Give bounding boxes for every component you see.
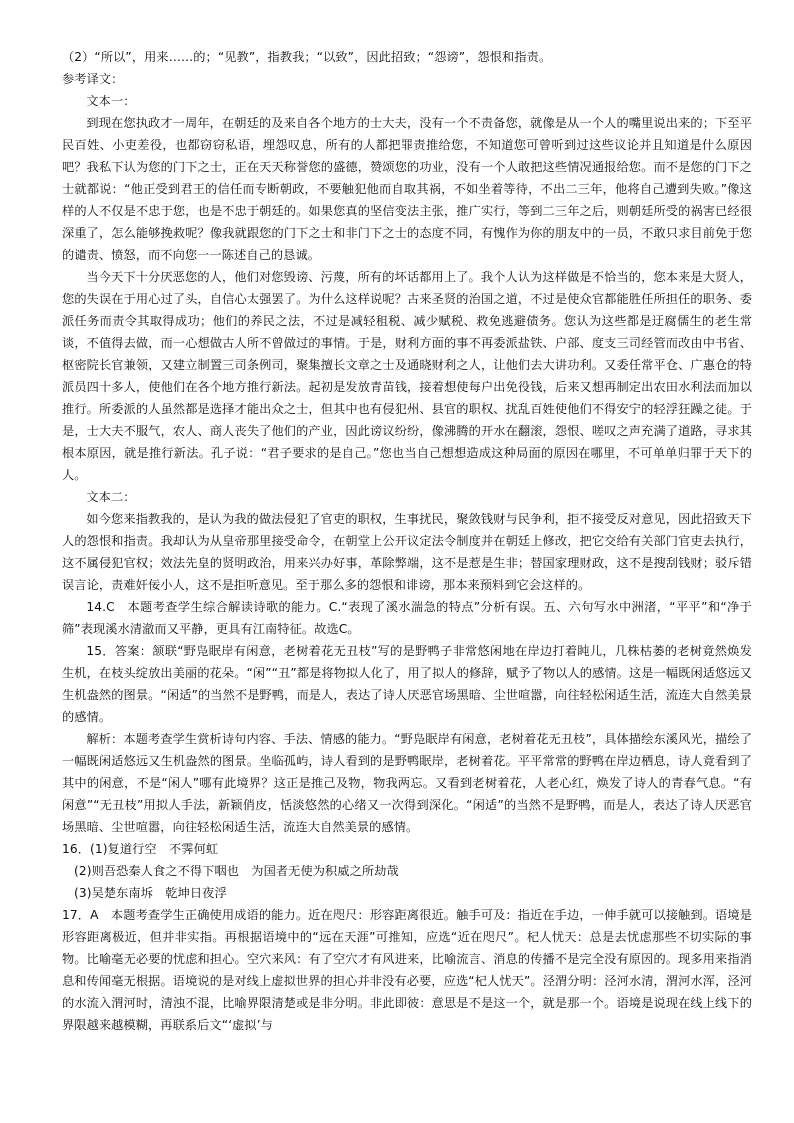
question-15-answer: 15．答案：颔联“野凫眠岸有闲意，老树着花无丑枝”写的是野鸭子非常悠闲地在岸边打着盹儿，几株枯萎的老树竟然焕发生机，在枝头绽放出美丽的花朵。“闲”“丑”都是将物拟人化了，用了拟人的修辞，赋予了物以人的感情。这是一幅既闲适悠远又生机盎然的图景。“闲适”的当然不是野鸭，而是人，表达了诗人厌恶官场黑暗、尘世喧嚣，向往轻松闲适生活，流连大自然美景的感情。 (62, 644, 752, 724)
text-2-paragraph-1: 如今您来指教我的，是认为我的做法侵犯了官吏的职权，生事扰民，聚敛钱财与民争利，拒不接受反对意见，因此招致天下人的怨恨和指责。我却认为从皇帝那里接受命令，在朝堂上公开议定法令制度并在朝廷上修改，把它交给有关部门官吏去执行，这不属侵犯官权；效法先皇的贤明政治，用来兴办好事，革除弊端，这不是惹是生非；替国家理财政，这不是搜刮钱财；驳斥错误言论，责难奸佞小人，这不是拒听意见。至于那么多的怨恨和诽谤，那本来预料到它会这样的。 (62, 512, 752, 592)
question-16-1: 16．(1)复道行空 不霁何虹 (62, 842, 219, 856)
document-page (62, 46, 752, 1036)
question-15-analysis: 解析：本题考查学生赏析诗句内容、手法、情感的能力。“野凫眠岸有闲意，老树着花无丑枝”，具体描绘东溪风光，描绘了一幅既闲适悠远又生机盎然的图景。坐临孤屿，诗人看到的是野鸭眠岸，老树着花。平平常常的野鸭在岸边栖息，诗人竟看到了其中的闲意，不是“闲人”哪有此境界？这正是推己及物，物我两忘。又看到老树着花，人老心红，焕发了诗人的青春气息。“有闲意”“无丑枝”用拟人手法，新颖俏皮，恬淡悠然的心绪又一次得到深化。“闲适”的当然不是野鸭，而是人，表达了诗人厌恶官场黑暗、尘世喧嚣，向往轻松闲适生活，流连大自然美景的感情。 (62, 732, 752, 834)
text-1-paragraph-2: 当今天下十分厌恶您的人，他们对您毁谤、污蔑，所有的坏话都用上了。我个人认为这样做是不恰当的，您本来是大贤人，您的失误在于用心过了头，自信心太强罢了。为什么这样说呢？古来圣贤的治国之道，不过是使众官都能胜任所担任的职务、委派任务而责令其取得成功；他们的养民之法，不过是减轻租税、减少赋税、救免逃避债务。您认为这些都是迂腐儒生的老生常谈，不值得去做，而一心想做古人所不曾做过的事情。于是，财利方面的事不再委派盐铁、户部、度支三司经管而改由中书省、枢密院长官兼领，又建立制置三司条例司，聚集擅长文章之士及通晓财利之人，让他们去大讲功利。又委任常平仓、广惠仓的特派员四十多人，使他们在各个地方推行新法。起初是发放青苗钱，接着想使每户出免役钱，后来又想再制定出农田水利法而加以推行。所委派的人虽然都是选择才能出众之士，但其中也有侵犯州、县官的职权、扰乱百姓使他们不得安宁的轻浮狂躁之徒。于是，士大夫不服气，农人、商人丧失了他们的产业，因此谤议纷纷，像沸腾的开水在翻滚，怨恨、嗟叹之声充满了道路，寻求其根本原因，就是推行新法。孔子说：“君子要求的是自己。”您也当自己想想造成这种局面的原因在哪里，不可单单归罪于天下的人。 (62, 270, 752, 482)
note-2: （2）“所以”，用来……的；“见教”，指教我；“以致”，因此招致；“怨谤”，怨恨和指责。 (62, 50, 552, 64)
reference-translation-heading: 参考译文： (62, 72, 124, 86)
question-16-3: (3)吴楚东南坼 乾坤日夜浮 (74, 886, 227, 900)
question-16-2: (2)则吾恐秦人食之不得下咽也 为国者无使为积威之所劫哉 (74, 864, 399, 878)
text-1-heading: 文本一： (86, 94, 136, 108)
question-14: 14.C 本题考查学生综合解读诗歌的能力。C.“表现了溪水湍急的特点”分析有误。五、六句写水中洲渚，“平平”和“净于筛”表现溪水清澈而又平静，更具有江南特征。故选C。 (62, 600, 752, 636)
text-1-paragraph-1: 到现在您执政才一周年，在朝廷的及来自各个地方的士大夫，没有一个不责备您，就像是从一个人的嘴里说出来的；下至平民百姓、小吏差役，也都窃窃私语，埋怨叹息，所有的人都把罪责推给您，不知道您可曾听到过这些议论并且知道是什么原因吧？我私下认为您的门下之士，正在天天称誉您的盛德，赞颂您的功业，没有一个人敢把这些情况通报给您。而不是您的门下之士就都说：“他正受到君王的信任而专断朝政，不要触犯他而自取其祸，不如坐着等待，不出二三年，他将自己遭到失败。”像这样的人不仅是不忠于您，也是不忠于朝廷的。如果您真的坚信变法主张，推广实行，等到二三年之后，则朝廷所受的祸害已经很深重了，怎么能够挽救呢？像我就跟您的门下之士和非门下之士的态度不同，有愧作为你的朋友中的一员，不敢只求目前免于您的谴责、愤怒，而不向您一一陈述自己的恳诚。 (62, 116, 752, 262)
text-2-heading: 文本二： (86, 490, 136, 504)
question-17: 17．A 本题考查学生正确使用成语的能力。近在咫尺：形容距离很近。触手可及：指近在手边，一伸手就可以接触到。语境是形容距离极近，但并非实指。再根据语境中的“远在天涯”可推知，应选“近在咫尺”。杞人忧天：总是去忧虑那些不切实际的事物。比喻毫无必要的忧虑和担心。空穴来风：有了空穴才有风进来，比喻流言、消息的传播不是完全没有原因的。现多用来指消息和传闻毫无根据。语境说的是对线上虚拟世界的担心并非没有必要，应选“杞人忧天”。泾渭分明：泾河水清，渭河水浑，泾河的水流入渭河时，清浊不混，比喻界限清楚或是非分明。非此即彼：意思是不是这一个，就是那一个。语境是说现在线上线下的界限越来越模糊，再联系后文“‘虚拟’与 (62, 908, 752, 1032)
